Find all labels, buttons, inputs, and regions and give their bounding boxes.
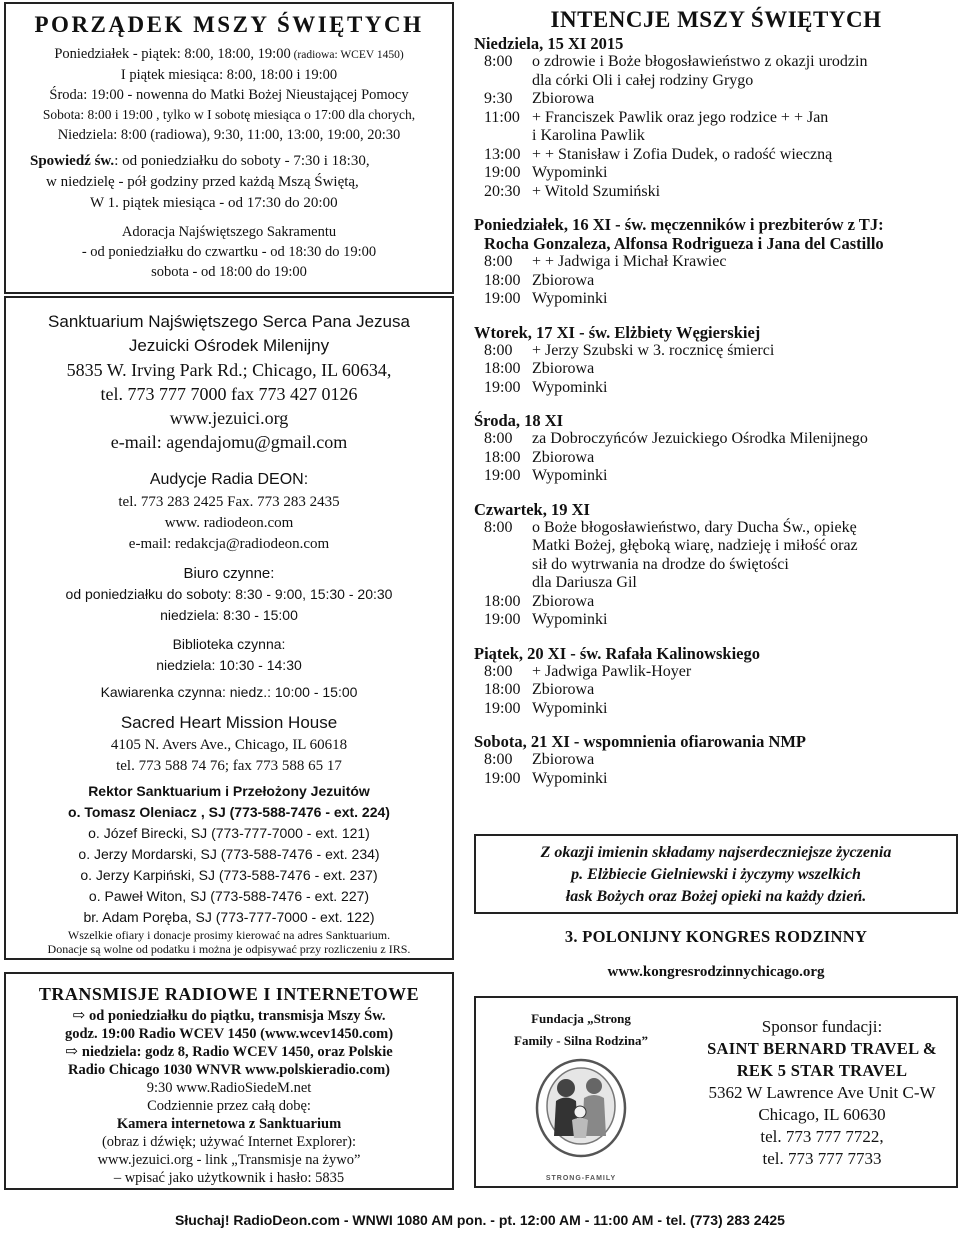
intention-text: + Jerzy Szubski w 3. rocznicę śmierci [532, 341, 775, 359]
sanctuary-phone: tel. 773 777 7000 fax 773 427 0126 [100, 384, 358, 404]
broadcasts-box [4, 972, 454, 1190]
intention-text: Zbiorowa [532, 271, 595, 289]
confession-line-3: W 1. piątek miesiąca - od 17:30 do 20:00 [90, 195, 338, 211]
sponsor-panel [688, 1016, 956, 1170]
saturday-masses: Sobota: 8:00 i 19:00 , tylko w I sobotę miesiąca o 17:00 dla chorych, [42, 107, 416, 122]
intention-text: Zbiorowa [532, 751, 595, 768]
intention-item [474, 449, 958, 468]
intention-item [474, 681, 958, 700]
intention-item [474, 164, 958, 183]
intention-day-heading: Sobota, 21 XI - wspomnienia ofiarowania NMP [474, 732, 807, 751]
broadcast-line: (obraz i dźwięk; używać Internet Explorer): [101, 1134, 357, 1150]
sponsor-name-1: SAINT BERNARD TRAVEL & [707, 1039, 937, 1058]
intention-time: 19:00 [484, 467, 521, 484]
intention-item [474, 72, 958, 91]
congress-title: 3. POLONIJNY KONGRES RODZINNY [564, 927, 868, 946]
intention-text: o zdrowie i Boże błogosławieństwo z okazji urodzin [532, 53, 868, 70]
adoration-line-1: - od poniedziałku do czwartku - od 18:30 do 19:00 [81, 244, 377, 260]
sponsor-address-1: 5362 W Lawrence Ave Unit C-W [708, 1083, 936, 1102]
intention-item [474, 751, 958, 770]
intention-text: + + Jadwiga i Michał Krawiec [532, 253, 727, 270]
intention-time: 19:00 [484, 164, 521, 181]
sponsor-name-2: REK 5 STAR TRAVEL [736, 1061, 908, 1080]
intention-item [474, 700, 958, 719]
intention-item [474, 90, 958, 109]
intention-text: Zbiorowa [532, 592, 595, 610]
intention-text: + + Stanisław i Zofia Dudek, o radość wieczną [532, 145, 833, 163]
cafe-hours: Kawiarenka czynna: niedz.: 10:00 - 15:00 [100, 684, 358, 700]
sanctuary-address: 5835 W. Irving Park Rd.; Chicago, IL 60634, [66, 360, 392, 380]
intention-time: 11:00 [484, 108, 520, 126]
sponsor-label: Sponsor fundacji: [761, 1017, 883, 1036]
wednesday-masses: Środa: 19:00 - nowenna do Matki Bożej Nieustającej Pomocy [49, 87, 409, 103]
intention-text: dla córki Oli i całej rodziny Grygo [532, 71, 754, 89]
intention-text: Wypominki [532, 467, 608, 484]
broadcast-line: Radio Chicago 1030 WNVR www.polskieradio.com) [68, 1062, 390, 1078]
wishes-line-2: p. Elżbiecie Gielniewski i życzymy wszelkich [571, 866, 861, 883]
sponsor-box [474, 996, 958, 1188]
arrow-right-icon: ⇨ [65, 1044, 78, 1060]
donations-note-2: Donacje są wolne od podatku i można je odpisywać przy rozliczeniu z IRS. [47, 942, 411, 956]
intention-item [474, 253, 958, 272]
sponsor-phone-2: tel. 773 777 7733 [762, 1149, 882, 1168]
library-title: Biblioteka czynna: [172, 636, 286, 652]
intention-item [474, 342, 958, 361]
intention-time: 20:30 [484, 182, 521, 200]
intention-item [474, 379, 958, 398]
intention-text: Zbiorowa [532, 90, 595, 107]
intention-item [474, 109, 958, 128]
intention-day-heading: Wtorek, 17 XI - św. Elżbiety Węgierskiej [474, 322, 761, 342]
broadcast-line: ⇨ od poniedziałku do piątku, transmisja Mszy Św. [72, 1008, 386, 1024]
radio-deon-email[interactable]: e-mail: redakcja@radiodeon.com [128, 536, 330, 552]
intention-text: sił do wytrwania na drodze do świętości [532, 555, 789, 573]
radio-deon-phone: tel. 773 283 2425 Fax. 773 283 2435 [118, 494, 340, 510]
intention-item [474, 146, 958, 165]
intention-item [474, 611, 958, 630]
intention-text: Wypominki [532, 164, 608, 181]
intention-day-heading-cont: Rocha Gonzaleza, Alfonsa Rodrigueza i Jana del Castillo [484, 234, 884, 253]
broadcast-line: Kamera internetowa z Sanktuarium [116, 1116, 342, 1132]
intention-item [474, 183, 958, 202]
sponsor-address-2: Chicago, IL 60630 [758, 1105, 886, 1124]
intention-item [474, 556, 958, 575]
strong-family-logo [526, 1056, 636, 1176]
radio-deon-title: Audycje Radia DEON: [149, 471, 309, 488]
sunday-masses: Niedziela: 8:00 (radiowa), 9:30, 11:00, 13:00, 19:00, 20:30 [57, 127, 401, 143]
intention-time: 18:00 [484, 360, 521, 377]
priest-contact: br. Adam Poręba, SJ (773-777-7000 - ext. 122) [83, 909, 375, 925]
priest-contact: o. Jerzy Mordarski, SJ (773-588-7476 - ext. 234) [78, 846, 380, 862]
intention-time: 18:00 [484, 448, 521, 466]
adoration-title: Adoracja Najświętszego Sakramentu [121, 224, 337, 240]
family-congress [474, 926, 958, 981]
intention-time: 9:30 [484, 90, 513, 107]
intention-time: 8:00 [484, 430, 513, 447]
sanctuary-subtitle: Jezuicki Ośrodek Milenijny [128, 336, 330, 355]
intention-item [474, 537, 958, 556]
intention-text: Zbiorowa [532, 681, 595, 698]
broadcast-line: Codziennie przez całą dobę: [147, 1098, 311, 1114]
intention-time: 18:00 [484, 592, 521, 610]
wishes-line-1: Z okazji imienin składamy najserdeczniejsze życzenia [540, 844, 892, 861]
broadcast-line: godz. 19:00 Radio WCEV 1450 (www.wcev1450.com) [64, 1026, 394, 1042]
office-title: Biuro czynne: [183, 565, 275, 582]
intention-day-heading: Środa, 18 XI [474, 411, 564, 430]
intention-text: Wypominki [532, 611, 608, 628]
intention-text: Wypominki [532, 290, 608, 307]
intention-item [474, 663, 958, 682]
intention-item [474, 360, 958, 379]
name-day-wishes-box [474, 834, 958, 914]
intention-time: 18:00 [484, 681, 521, 698]
library-hours: niedziela: 10:30 - 14:30 [156, 657, 302, 673]
intention-day-heading: Niedziela, 15 XI 2015 [474, 34, 624, 53]
intention-text: Zbiorowa [532, 360, 595, 377]
intention-text: Wypominki [532, 378, 608, 396]
confession-line-2: w niedzielę - pół godziny przed każdą Mszą Świętą, [46, 174, 359, 190]
intention-time: 19:00 [484, 290, 521, 307]
radio-deon-website[interactable]: www. radiodeon.com [164, 515, 294, 531]
office-hours-weekdays: od poniedziałku do soboty: 8:30 - 9:00, 15:30 - 20:30 [65, 586, 393, 602]
broadcasts-title: TRANSMISJE RADIOWE I INTERNETOWE [38, 984, 420, 1004]
foundation-name-1: Fundacja „Strong [531, 1011, 631, 1026]
broadcast-line: www.jezuici.org - link „Transmisje na żywo” [97, 1152, 361, 1168]
confession-line-1: Spowiedź św.: od poniedziałku do soboty - 7:30 i 18:30, [30, 153, 370, 169]
footer-radio-banner: Słuchaj! RadioDeon.com - WNWI 1080 AM pon. - pt. 12:00 AM - 11:00 AM - tel. (773) 283 2425 [175, 1212, 785, 1228]
intention-day-heading: Piątek, 20 XI - św. Rafała Kalinowskiego [474, 643, 761, 663]
sponsor-phone-1: tel. 773 777 7722, [760, 1127, 884, 1146]
intention-time: 8:00 [484, 518, 513, 536]
intention-text: o Boże błogosławieństwo, dary Ducha Św., opiekę [532, 518, 857, 536]
sanctuary-name: Sanktuarium Najświętszego Serca Pana Jezusa [48, 312, 410, 331]
logo-caption: STRONG-FAMILY [545, 1175, 617, 1182]
mission-house-address: 4105 N. Avers Ave., Chicago, IL 60618 [110, 737, 348, 753]
sanctuary-email[interactable]: e-mail: agendajomu@gmail.com [110, 432, 348, 452]
broadcast-line: – wpisać jako użytkownik i hasło: 5835 [113, 1170, 345, 1186]
contact-info-box [4, 296, 454, 960]
intention-time: 8:00 [484, 53, 513, 70]
foundation-name-2: Family - Silna Rodzina” [514, 1033, 648, 1048]
intention-day-heading: Poniedziałek, 16 XI - św. męczenników i prezbiterów z TJ: [474, 215, 884, 234]
donations-note-1: Wszelkie ofiary i donacje prosimy kierować na adres Sanktuarium. [67, 928, 391, 942]
intention-item [474, 430, 958, 449]
broadcast-line: ⇨ niedziela: godz 8, Radio WCEV 1450, oraz Polskie [65, 1044, 393, 1060]
intention-text: + Franciszek Pawlik oraz jego rodzice + + Jan [532, 108, 829, 126]
intention-item [474, 519, 958, 538]
intention-text: za Dobroczyńców Jezuickiego Ośrodka Milenijnego [532, 430, 868, 447]
intention-day-heading: Czwartek, 19 XI [474, 499, 590, 519]
mission-house-phone: tel. 773 588 74 76; fax 773 588 65 17 [116, 758, 342, 774]
intention-time: 19:00 [484, 769, 521, 787]
intention-time: 13:00 [484, 145, 521, 163]
adoration-line-2: sobota - od 18:00 do 19:00 [151, 264, 307, 280]
intentions-title: INTENCJE MSZY ŚWIĘTYCH [550, 7, 882, 32]
intention-item [474, 290, 958, 309]
mass-schedule-box [4, 2, 454, 294]
priest-contact: o. Józef Birecki, SJ (773-777-7000 - ext. 121) [88, 825, 370, 841]
intention-time: 19:00 [484, 378, 521, 396]
priest-contact: o. Tomasz Oleniacz , SJ (773-588-7476 - ext. 224) [68, 804, 390, 820]
priest-contact: o. Paweł Witon, SJ (773-588-7476 - ext. 227) [88, 888, 370, 904]
intention-item [474, 272, 958, 291]
intention-text: Matki Bożej, głęboką wiarę, nadzieję i miłość oraz [532, 537, 858, 554]
priest-contact: o. Jerzy Karpiński, SJ (773-588-7476 - ext. 237) [80, 867, 378, 883]
sanctuary-website[interactable]: www.jezuici.org [169, 408, 289, 428]
intention-item [474, 770, 958, 789]
congress-website[interactable]: www.kongresrodzinnychicago.org [607, 964, 825, 980]
intention-text: Zbiorowa [532, 448, 595, 466]
intention-text: dla Dariusza Gil [532, 574, 637, 591]
intention-time: 8:00 [484, 751, 513, 768]
rector-title: Rektor Sanktuarium i Przełożony Jezuitów [88, 783, 370, 799]
foundation-panel [476, 998, 686, 1186]
office-hours-sunday: niedziela: 8:30 - 15:00 [160, 607, 298, 623]
intention-time: 8:00 [484, 662, 513, 680]
intention-text: i Karolina Pawlik [532, 127, 645, 144]
intention-text: Wypominki [532, 769, 608, 787]
intention-text: Wypominki [532, 699, 608, 717]
intention-time: 19:00 [484, 611, 521, 628]
intention-time: 8:00 [484, 253, 513, 270]
weekday-masses: Poniedziałek - piątek: 8:00, 18:00, 19:00 (radiowa: WCEV 1450) [54, 46, 404, 62]
intention-item [474, 574, 958, 593]
first-friday-masses: I piątek miesiąca: 8:00, 18:00 i 19:00 [120, 67, 338, 83]
wishes-line-3: łask Bożych oraz Bożej opieki na każdy dzień. [565, 888, 867, 905]
intention-item [474, 127, 958, 146]
mass-schedule-title: PORZĄDEK MSZY ŚWIĘTYCH [34, 12, 424, 37]
intention-text: + Witold Szumiński [532, 182, 661, 200]
intention-item [474, 593, 958, 612]
intention-item [474, 467, 958, 486]
intention-time: 8:00 [484, 341, 513, 359]
mission-house-title: Sacred Heart Mission House [120, 713, 338, 732]
arrow-right-icon: ⇨ [72, 1008, 86, 1024]
intention-text: + Jadwiga Pawlik-Hoyer [532, 662, 692, 680]
broadcast-line: 9:30 www.RadioSiedeM.net [146, 1080, 312, 1096]
intentions-days [474, 34, 958, 788]
intention-item [474, 53, 958, 72]
intention-time: 18:00 [484, 271, 521, 289]
intention-time: 19:00 [484, 699, 521, 717]
mass-intentions [474, 6, 958, 788]
